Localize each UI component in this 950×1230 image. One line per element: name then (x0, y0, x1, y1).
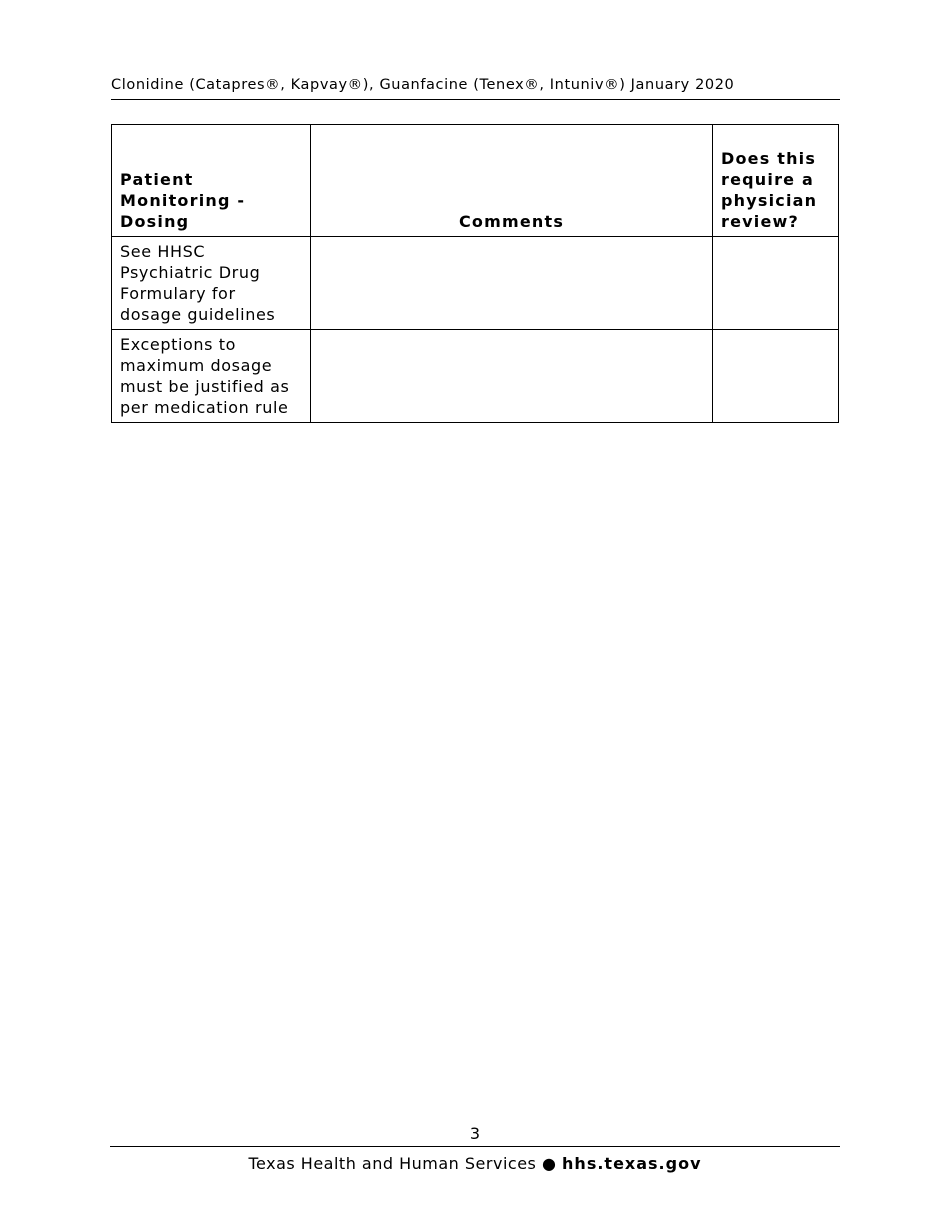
column-header-review: Does this require a physician review? (713, 125, 839, 237)
column-header-monitoring: Patient Monitoring - Dosing (112, 125, 311, 237)
page-footer (0, 1154, 950, 1174)
review-table (111, 124, 839, 423)
comments-cell[interactable] (311, 330, 713, 423)
review-cell[interactable] (713, 330, 839, 423)
monitoring-cell: Exceptions to maximum dosage must be justified as per medication rule (112, 330, 311, 423)
bullet-separator: ● (541, 1154, 557, 1173)
footer-divider (110, 1146, 840, 1147)
page-header (111, 75, 840, 100)
column-header-comments: Comments (311, 125, 713, 237)
review-cell[interactable] (713, 237, 839, 330)
footer-org: Texas Health and Human Services (248, 1154, 537, 1173)
footer-site-link[interactable]: hhs.texas.gov (562, 1154, 702, 1173)
table-header-row (112, 125, 839, 237)
monitoring-cell: See HHSC Psychiatric Drug Formulary for dosage guidelines (112, 237, 311, 330)
page-number: 3 (469, 1124, 481, 1143)
comments-cell[interactable] (311, 237, 713, 330)
table-row (112, 237, 839, 330)
document-title: Clonidine (Catapres®, Kapvay®), Guanfacine (Tenex®, Intuniv®) January 2020 (111, 77, 735, 93)
table-row (112, 330, 839, 423)
